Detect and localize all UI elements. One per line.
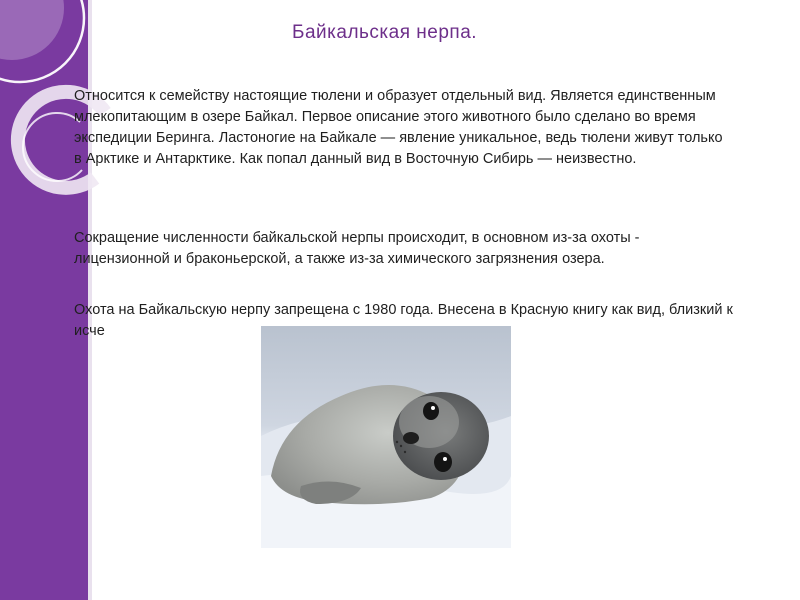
- paragraph-description: Относится к семейству настоящие тюлени и образует отдельный вид. Является единственным млекопитающим в озере Байкал. Первое описание этого животного было сделано во время экспедиции Беринга. Ластоногие на Байкале — явление уникальное, ведь тюлени живут только в Арктике и Антарктике. Как попал данный вид в Восточную Сибирь — неизвестно.: [74, 88, 723, 167]
- paragraph-decline: Сокращение численности байкальской нерпы происходит, в основном из-за охоты - лицензионной и браконьерской, а также из-за химического загрязнения озера.: [74, 230, 640, 267]
- slide-title: Байкальская нерпа.: [292, 22, 478, 43]
- seal-photo: [261, 326, 511, 548]
- paragraph-protection: Охота на Байкальскую нерпу запрещена с 1980 года. Внесена в Красную книгу как вид, близкий к исче: [74, 302, 733, 339]
